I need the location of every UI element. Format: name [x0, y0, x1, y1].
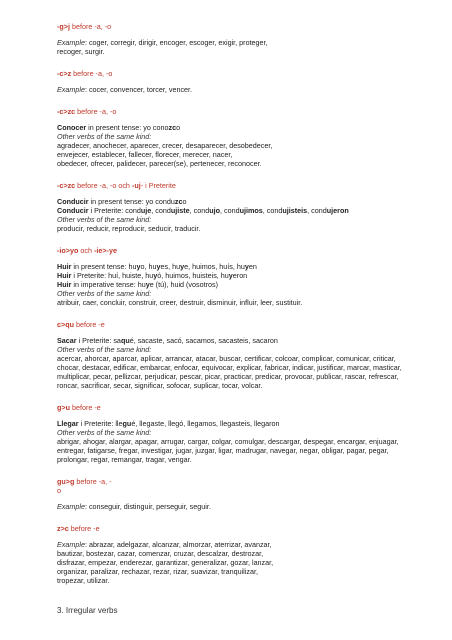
bold-fragment: Conocer [57, 123, 87, 132]
bold-fragment: Huir [57, 271, 72, 280]
rule-heading [57, 22, 427, 31]
heading-fragment: before -e [73, 320, 105, 329]
text-line [57, 224, 427, 233]
rule-heading [57, 524, 427, 533]
italic-label: Example [57, 38, 85, 47]
text-line [57, 289, 427, 298]
text-line [57, 271, 427, 280]
bold-fragment: y [244, 262, 249, 271]
heading-fragment: before -a, -o [69, 22, 112, 31]
text-line [57, 159, 427, 168]
text-fragment: recoger, surgir. [57, 47, 105, 56]
bold-fragment: gu [122, 419, 132, 428]
text-fragment: in imperative tense: hu [71, 280, 146, 289]
text-line [57, 262, 427, 271]
text-line [57, 381, 427, 390]
text-line [57, 132, 427, 141]
italic-label: Other verbs of the same kind: [57, 428, 152, 437]
rule-heading [57, 181, 427, 190]
text-line [57, 437, 427, 446]
italic-label: Example [57, 540, 85, 549]
text-line [57, 419, 427, 428]
text-line [57, 197, 427, 206]
heading-fragment: before -a, -o [71, 69, 113, 78]
heading-fragment: before -a, -o och [75, 181, 132, 190]
text-fragment: ó, huimos, huisteis, hu [157, 271, 229, 280]
text-line [57, 215, 427, 224]
text-fragment: es, hu [160, 262, 181, 271]
text-line [57, 280, 427, 289]
bold-fragment: Huir [57, 262, 72, 271]
heading-fragment: -io>yo [57, 246, 79, 255]
heading-fragment: -c>zc [57, 107, 76, 116]
text-fragment: : coger, corregir, dirigir, encoger, escoger, exigir, proteger, [84, 38, 268, 47]
italic-label: Other verbs of the same kind: [57, 289, 152, 298]
text-fragment: eron [232, 271, 248, 280]
text-fragment: in present tense: yo cono [86, 123, 169, 132]
italic-label: Example [57, 502, 85, 511]
heading-fragment: -g>j [57, 22, 70, 31]
text-fragment: o [182, 197, 187, 206]
rule-section [57, 524, 427, 585]
text-fragment: entregar, fatigarse, fregar, investigar, jugar, juzgar, ligar, madrugar, navegar, negar, obligar, pagar, pegar, [57, 446, 389, 455]
text-line [57, 206, 427, 215]
text-fragment: : conseguir, distinguir, perseguir, seguir. [84, 502, 211, 511]
bold-fragment: Sacar [57, 336, 77, 345]
bold-fragment: zc [168, 123, 177, 132]
rule-section [57, 477, 427, 511]
bold-fragment: y [153, 271, 158, 280]
rule-heading [57, 403, 427, 412]
text-fragment: é, llegaste, llegó, llegamos, llegasteis, llegaron [131, 419, 280, 428]
heading-fragment: -c>zc [57, 181, 76, 190]
text-line [57, 567, 427, 576]
heading-fragment: before -e [69, 403, 101, 412]
text-line [57, 576, 427, 585]
text-fragment: o [176, 123, 181, 132]
heading-fragment: gu>g [57, 477, 75, 486]
heading-fragment: och [78, 246, 94, 255]
text-fragment: en [248, 262, 257, 271]
italic-label: Example [57, 85, 85, 94]
text-line [57, 141, 427, 150]
rule-section [57, 181, 427, 233]
text-line [57, 354, 427, 363]
text-line [57, 372, 427, 381]
text-line [57, 336, 427, 345]
text-line [57, 446, 427, 455]
rule-section [57, 22, 427, 56]
heading-fragment: z>c [57, 524, 69, 533]
heading-fragment: before -e [68, 524, 100, 533]
rule-section [57, 320, 427, 390]
text-fragment: agradecer, anochecer, aparecer, crecer, desaparecer, desobedecer, [57, 141, 273, 150]
rule-section [57, 107, 427, 168]
text-line [57, 123, 427, 132]
text-fragment: organizar, paralizar, rechazar, rezar, rizar, suavizar, tranquilizar, [57, 567, 258, 576]
text-line [57, 502, 427, 511]
text-fragment: bautizar, bostezar, cazar, comenzar, cruzar, descalzar, destrozar, [57, 549, 264, 558]
bold-fragment: zc [174, 197, 183, 206]
text-fragment: acercar, ahorcar, aparcar, aplicar, arrancar, atacar, buscar, certificar, colcoar, complicar, comunicar, criticar, [57, 354, 396, 363]
text-fragment: obedecer, ofrecer, palidecer, parecer(se), pertenecer, reconocer. [57, 159, 262, 168]
text-fragment: multiplicar, pecar, pellizcar, perjudicar, pescar, picar, practicar, predicar, provocar, publicar, rascar, refrescar, [57, 372, 399, 381]
bold-fragment: ujimos [239, 206, 263, 215]
heading-fragment: before -a, -o [75, 107, 117, 116]
bold-fragment: y [156, 262, 161, 271]
text-line [57, 455, 427, 464]
text-fragment: roncar, sacrificar, secar, significar, sofocar, suplicar, tocar, volcar. [57, 381, 263, 390]
text-line [57, 549, 427, 558]
rule-heading [57, 320, 427, 329]
bold-fragment: uje [140, 206, 152, 215]
text-line [57, 558, 427, 567]
text-fragment: atribuir, caer, concluir, construir, creer, destruir, disminuir, influir, leer, sustituir. [57, 298, 303, 307]
document-body [57, 22, 427, 598]
text-fragment: i Preterite: cond [88, 206, 141, 215]
heading-fragment: before -a, - o [57, 477, 112, 495]
rule-heading [57, 107, 427, 116]
rule-heading [57, 246, 427, 255]
text-line [57, 540, 427, 549]
text-fragment: abrigar, ahogar, alargar, apagar, arrugar, cargar, colgar, comulgar, descargar, despegar, encargar, enjuagar, [57, 437, 399, 446]
heading-fragment: -ie>-ye [93, 246, 117, 255]
text-fragment: i Preterite: sa [76, 336, 121, 345]
bold-fragment: ujo [209, 206, 221, 215]
text-line [57, 428, 427, 437]
text-fragment: : cocer, convencer, torcer, vencer. [84, 85, 193, 94]
text-fragment: disfrazar, empezar, enderezar, garantizar, generalizar, gozar, lanzar, [57, 558, 274, 567]
bold-fragment: ujiste [170, 206, 190, 215]
text-line [57, 47, 427, 56]
bold-fragment: Conducir [57, 206, 89, 215]
text-fragment: é, sacaste, sacó, sacamos, sacasteis, sacaron [129, 336, 278, 345]
bold-fragment: y [136, 262, 141, 271]
italic-label: Other verbs of the same kind: [57, 132, 152, 141]
heading-fragment: c>qu [57, 320, 74, 329]
text-fragment: tropezar, utilizar. [57, 576, 110, 585]
bold-fragment: y [180, 262, 185, 271]
bold-fragment: ujisteis [282, 206, 308, 215]
page-footer: 3. Irregular verbs [57, 606, 118, 615]
heading-fragment: - i Preterite [140, 181, 176, 190]
bold-fragment: qu [120, 336, 130, 345]
bold-fragment: Huir [57, 280, 72, 289]
text-line [57, 345, 427, 354]
text-fragment: i Preterite: huí, huiste, hu [71, 271, 154, 280]
rule-section [57, 69, 427, 94]
text-fragment: , cond [151, 206, 171, 215]
italic-label: Other verbs of the same kind: [57, 215, 152, 224]
text-fragment: : abrazar, adelgazar, alcanzar, almorzar, aterrizar, avanzar, [84, 540, 272, 549]
text-fragment: chocar, destacar, edificar, embarcar, enfocar, equivocar, explicar, fabricar, indicar, justificar, marcar, masticar, [57, 363, 402, 372]
bold-fragment: y [228, 271, 233, 280]
rule-heading [57, 69, 427, 78]
rule-section [57, 246, 427, 307]
text-line [57, 150, 427, 159]
text-fragment: i Preterite: lle [78, 419, 123, 428]
text-fragment: producir, reducir, reproducir, seducir, traducir. [57, 224, 201, 233]
text-line [57, 38, 427, 47]
text-fragment: , cond [220, 206, 240, 215]
text-fragment: , cond [262, 206, 283, 215]
bold-fragment: y [145, 280, 150, 289]
heading-fragment: -uj [131, 181, 141, 190]
text-fragment: in present tense: hu [71, 262, 137, 271]
bold-fragment: Llegar [57, 419, 79, 428]
italic-label: Other verbs of the same kind: [57, 345, 152, 354]
heading-fragment: g>u [57, 403, 70, 412]
rule-section [57, 403, 427, 464]
text-fragment: o, hu [140, 262, 157, 271]
text-fragment: e, huimos, huís, hu [184, 262, 245, 271]
bold-fragment: Conducir [57, 197, 89, 206]
text-line [57, 85, 427, 94]
text-fragment: envejecer, establecer, fallecer, florecer, merecer, nacer, [57, 150, 233, 159]
text-line [57, 298, 427, 307]
text-fragment: , cond [189, 206, 210, 215]
text-fragment: , cond [307, 206, 327, 215]
text-line [57, 363, 427, 372]
text-fragment: in present tense: yo condu [88, 197, 175, 206]
rule-heading [57, 477, 427, 495]
text-fragment: e (tú), huid (vosotros) [149, 280, 218, 289]
heading-fragment: -c>z [57, 69, 72, 78]
bold-fragment: ujeron [326, 206, 349, 215]
text-fragment: prolongar, regar, remangar, tragar, vengar. [57, 455, 192, 464]
